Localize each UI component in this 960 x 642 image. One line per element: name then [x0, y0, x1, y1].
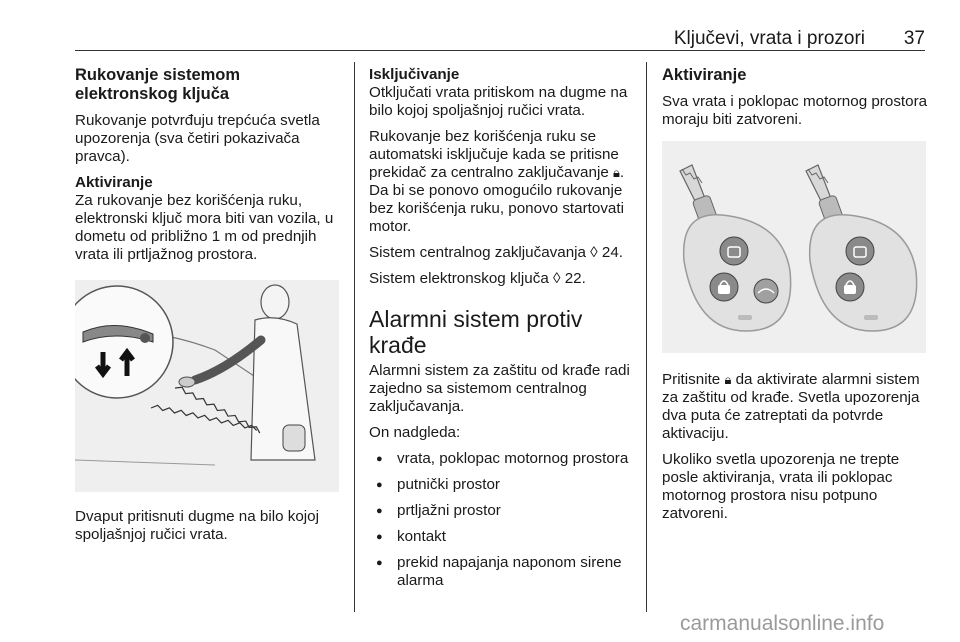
lock-icon: 🔒︎	[612, 165, 620, 180]
monitored-list	[369, 450, 631, 590]
list-item: ● prekid napajanja naponom sirene alarma	[369, 554, 631, 590]
section-heading: Rukovanje sistemom elektronskog ključa	[75, 66, 241, 103]
page-number: 37	[903, 28, 925, 49]
list-item: ● kontakt	[369, 528, 631, 546]
alarm-section-heading: Alarmni sistem protiv krađe	[369, 306, 583, 358]
page-header	[75, 28, 925, 51]
press-lock-paragraph: Pritisnite 🔒︎ da aktivirate alarmni sistem za zaštitu od krađe. Svetla upozorenja dva puta će zatreptati da potvrde aktivaciju.	[662, 371, 920, 442]
subheading-activation: Aktiviranje	[75, 174, 153, 191]
lock-icon: 🔒︎	[724, 372, 732, 387]
reference-electronic-key: Sistem elektronskog ključa ◊ 22.	[369, 270, 586, 287]
header-title: Ključevi, vrata i prozori	[673, 28, 865, 49]
list-item: ● putnički prostor	[369, 476, 631, 494]
column-divider	[646, 62, 647, 612]
warning-note: Ukoliko svetla upozorenja ne trepte posle aktiviranja, vrata ili poklopac motornog prostora nisu potpuno zatvoreni.	[662, 451, 900, 522]
deactivation-paragraph: Otključati vrata pritiskom na dugme na bilo kojoj spoljašnjoj ručici vrata.	[369, 84, 628, 119]
door-handle-illustration	[75, 280, 339, 492]
column-1	[75, 66, 343, 552]
list-item: ● vrata, poklopac motornog prostora	[369, 450, 631, 468]
activation-paragraph: Za rukovanje bez korišćenja ruku, elektronski ključ mora biti van vozila, u dometu od približno 1 m od prednjih vrata ili prtljažnog prostora.	[75, 192, 334, 263]
column-2	[369, 66, 631, 598]
watermark: carmanualsonline.info	[680, 612, 885, 635]
key-fob-illustration	[662, 141, 926, 353]
intro-paragraph: Rukovanje potvrđuju trepćuća svetla upozorenja (sva četiri pokazivača pravca).	[75, 112, 320, 165]
alarm-intro: Alarmni sistem za zaštitu od krađe radi zajedno sa sistemom centralnog zaključavanja.	[369, 362, 630, 415]
activation-heading: Aktiviranje	[662, 66, 747, 84]
press-button-paragraph: Dvaput pritisnuti dugme na bilo kojoj spoljašnjoj ručici vrata.	[75, 508, 319, 543]
handsfree-disable-paragraph: Rukovanje bez korišćenja ruku se automatski isključuje kada se pritisne prekidač za centralno zaključavanje 🔒︎. Da bi se ponovo omogućilo rukovanje bez korišćenja ruku, ponovo startovati motor.	[369, 128, 625, 235]
column-3	[662, 66, 928, 531]
monitors-label: On nadgleda:	[369, 424, 461, 441]
subheading-deactivation: Isključivanje	[369, 66, 460, 83]
reference-central-locking: Sistem centralnog zaključavanja ◊ 24.	[369, 244, 624, 261]
list-item: ● prtljažni prostor	[369, 502, 631, 520]
column-divider	[354, 62, 355, 612]
activation-intro: Sva vrata i poklopac motornog prostora moraju biti zatvoreni.	[662, 93, 928, 128]
